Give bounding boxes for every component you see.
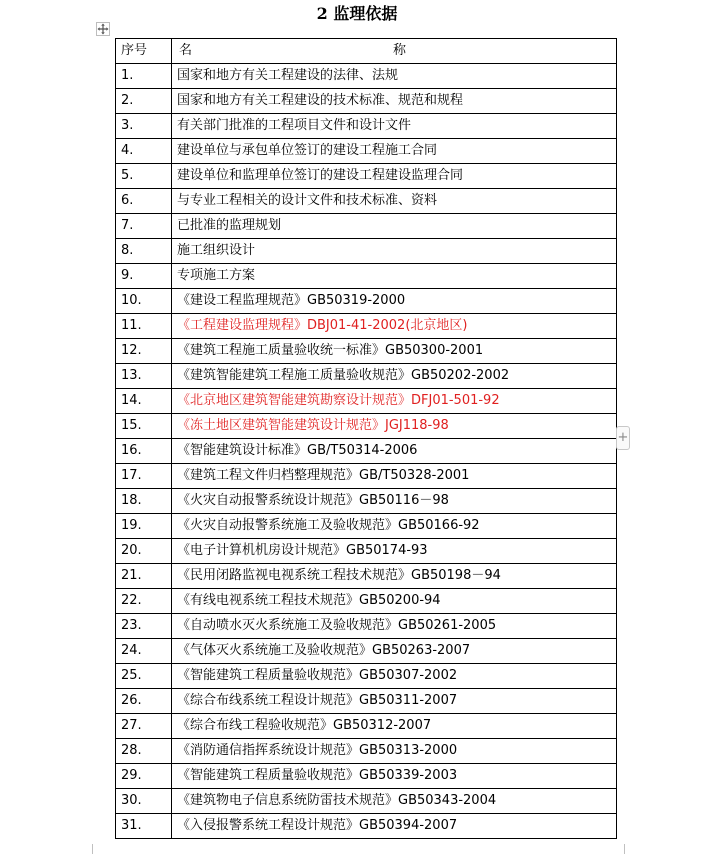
row-number: 15. (116, 414, 172, 439)
row-document-name: 已批准的监理规划 (172, 214, 617, 239)
table-row (116, 114, 617, 139)
row-number: 31. (116, 814, 172, 839)
row-number: 16. (116, 439, 172, 464)
table-row (116, 614, 617, 639)
row-document-name: 有关部门批准的工程项目文件和设计文件 (172, 114, 617, 139)
header-name (172, 39, 617, 64)
row-number: 12. (116, 339, 172, 364)
row-document-name: 《建筑工程施工质量验收统一标准》GB50300-2001 (172, 339, 617, 364)
header-name-right: 称 (392, 43, 406, 58)
row-document-name: 国家和地方有关工程建设的法律、法规 (172, 64, 617, 89)
row-document-name: 《综合布线系统工程设计规范》GB50311-2007 (172, 689, 617, 714)
row-document-name: 国家和地方有关工程建设的技术标准、规范和规程 (172, 89, 617, 114)
row-document-name: 建设单位和监理单位签订的建设工程建设监理合同 (172, 164, 617, 189)
row-document-name: 《电子计算机机房设计规范》GB50174-93 (172, 539, 617, 564)
table-row (116, 289, 617, 314)
row-document-name: 《入侵报警系统工程设计规范》GB50394-2007 (172, 814, 617, 839)
row-number: 30. (116, 789, 172, 814)
row-number: 6. (116, 189, 172, 214)
row-document-name: 《工程建设监理规程》DBJ01-41-2002(北京地区) (172, 314, 617, 339)
row-document-name: 《冻土地区建筑智能建筑设计规范》JGJ118-98 (172, 414, 617, 439)
row-number: 19. (116, 514, 172, 539)
row-number: 7. (116, 214, 172, 239)
row-number: 10. (116, 289, 172, 314)
table-row (116, 439, 617, 464)
row-number: 29. (116, 764, 172, 789)
table-row (116, 139, 617, 164)
row-number: 5. (116, 164, 172, 189)
table-row (116, 814, 617, 839)
row-number: 22. (116, 589, 172, 614)
row-document-name: 《综合布线工程验收规范》GB50312-2007 (172, 714, 617, 739)
row-number: 21. (116, 564, 172, 589)
page-corner-mark-left (82, 844, 93, 854)
table-row (116, 164, 617, 189)
row-document-name: 《气体灭火系统施工及验收规范》GB50263-2007 (172, 639, 617, 664)
row-number: 18. (116, 489, 172, 514)
row-document-name: 《民用闭路监视电视系统工程技术规范》GB50198－94 (172, 564, 617, 589)
table-row (116, 739, 617, 764)
table-row (116, 239, 617, 264)
table-row (116, 689, 617, 714)
row-number: 3. (116, 114, 172, 139)
row-number: 1. (116, 64, 172, 89)
row-document-name: 建设单位与承包单位签订的建设工程施工合同 (172, 139, 617, 164)
row-number: 28. (116, 739, 172, 764)
row-number: 17. (116, 464, 172, 489)
table-row (116, 389, 617, 414)
row-document-name: 《消防通信指挥系统设计规范》GB50313-2000 (172, 739, 617, 764)
row-number: 2. (116, 89, 172, 114)
table-row (116, 264, 617, 289)
row-number: 4. (116, 139, 172, 164)
row-document-name: 《智能建筑工程质量验收规范》GB50339-2003 (172, 764, 617, 789)
table-row (116, 89, 617, 114)
row-document-name: 《北京地区建筑智能建筑勘察设计规范》DFJ01-501-92 (172, 389, 617, 414)
row-document-name: 《自动喷水灭火系统施工及验收规范》GB50261-2005 (172, 614, 617, 639)
table-row (116, 514, 617, 539)
table-row (116, 314, 617, 339)
row-document-name: 专项施工方案 (172, 264, 617, 289)
table-row (116, 564, 617, 589)
row-number: 27. (116, 714, 172, 739)
page-corner-mark-right (624, 844, 635, 854)
header-name-left: 名 (179, 43, 193, 58)
table-row (116, 764, 617, 789)
table-row (116, 364, 617, 389)
table-row (116, 414, 617, 439)
row-document-name: 《建筑智能建筑工程施工质量验收规范》GB50202-2002 (172, 364, 617, 389)
row-document-name: 《建筑工程文件归档整理规范》GB/T50328-2001 (172, 464, 617, 489)
row-document-name: 《有线电视系统工程技术规范》GB50200-94 (172, 589, 617, 614)
table-row (116, 64, 617, 89)
row-document-name: 《建筑物电子信息系统防雷技术规范》GB50343-2004 (172, 789, 617, 814)
basis-table (115, 38, 617, 839)
add-column-plus-icon[interactable]: + (616, 426, 630, 450)
table-move-handle-icon[interactable] (96, 22, 110, 36)
row-number: 13. (116, 364, 172, 389)
table-row (116, 714, 617, 739)
row-number: 8. (116, 239, 172, 264)
row-document-name: 与专业工程相关的设计文件和技术标准、资料 (172, 189, 617, 214)
table-row (116, 664, 617, 689)
row-document-name: 《建设工程监理规范》GB50319-2000 (172, 289, 617, 314)
row-number: 14. (116, 389, 172, 414)
row-number: 23. (116, 614, 172, 639)
row-number: 26. (116, 689, 172, 714)
page-title: 2 监理依据 (316, 4, 398, 23)
row-number: 24. (116, 639, 172, 664)
table-row (116, 639, 617, 664)
table-header-row (116, 39, 617, 64)
table-row (116, 789, 617, 814)
row-document-name: 施工组织设计 (172, 239, 617, 264)
table-row (116, 339, 617, 364)
table-row (116, 539, 617, 564)
row-number: 11. (116, 314, 172, 339)
row-number: 9. (116, 264, 172, 289)
row-document-name: 《火灾自动报警系统设计规范》GB50116－98 (172, 489, 617, 514)
row-number: 25. (116, 664, 172, 689)
row-number: 20. (116, 539, 172, 564)
row-document-name: 《火灾自动报警系统施工及验收规范》GB50166-92 (172, 514, 617, 539)
row-document-name: 《智能建筑工程质量验收规范》GB50307-2002 (172, 664, 617, 689)
table-row (116, 189, 617, 214)
table-row (116, 489, 617, 514)
header-no: 序号 (116, 39, 172, 64)
table-row (116, 464, 617, 489)
row-document-name: 《智能建筑设计标准》GB/T50314-2006 (172, 439, 617, 464)
table-row (116, 589, 617, 614)
table-row (116, 214, 617, 239)
